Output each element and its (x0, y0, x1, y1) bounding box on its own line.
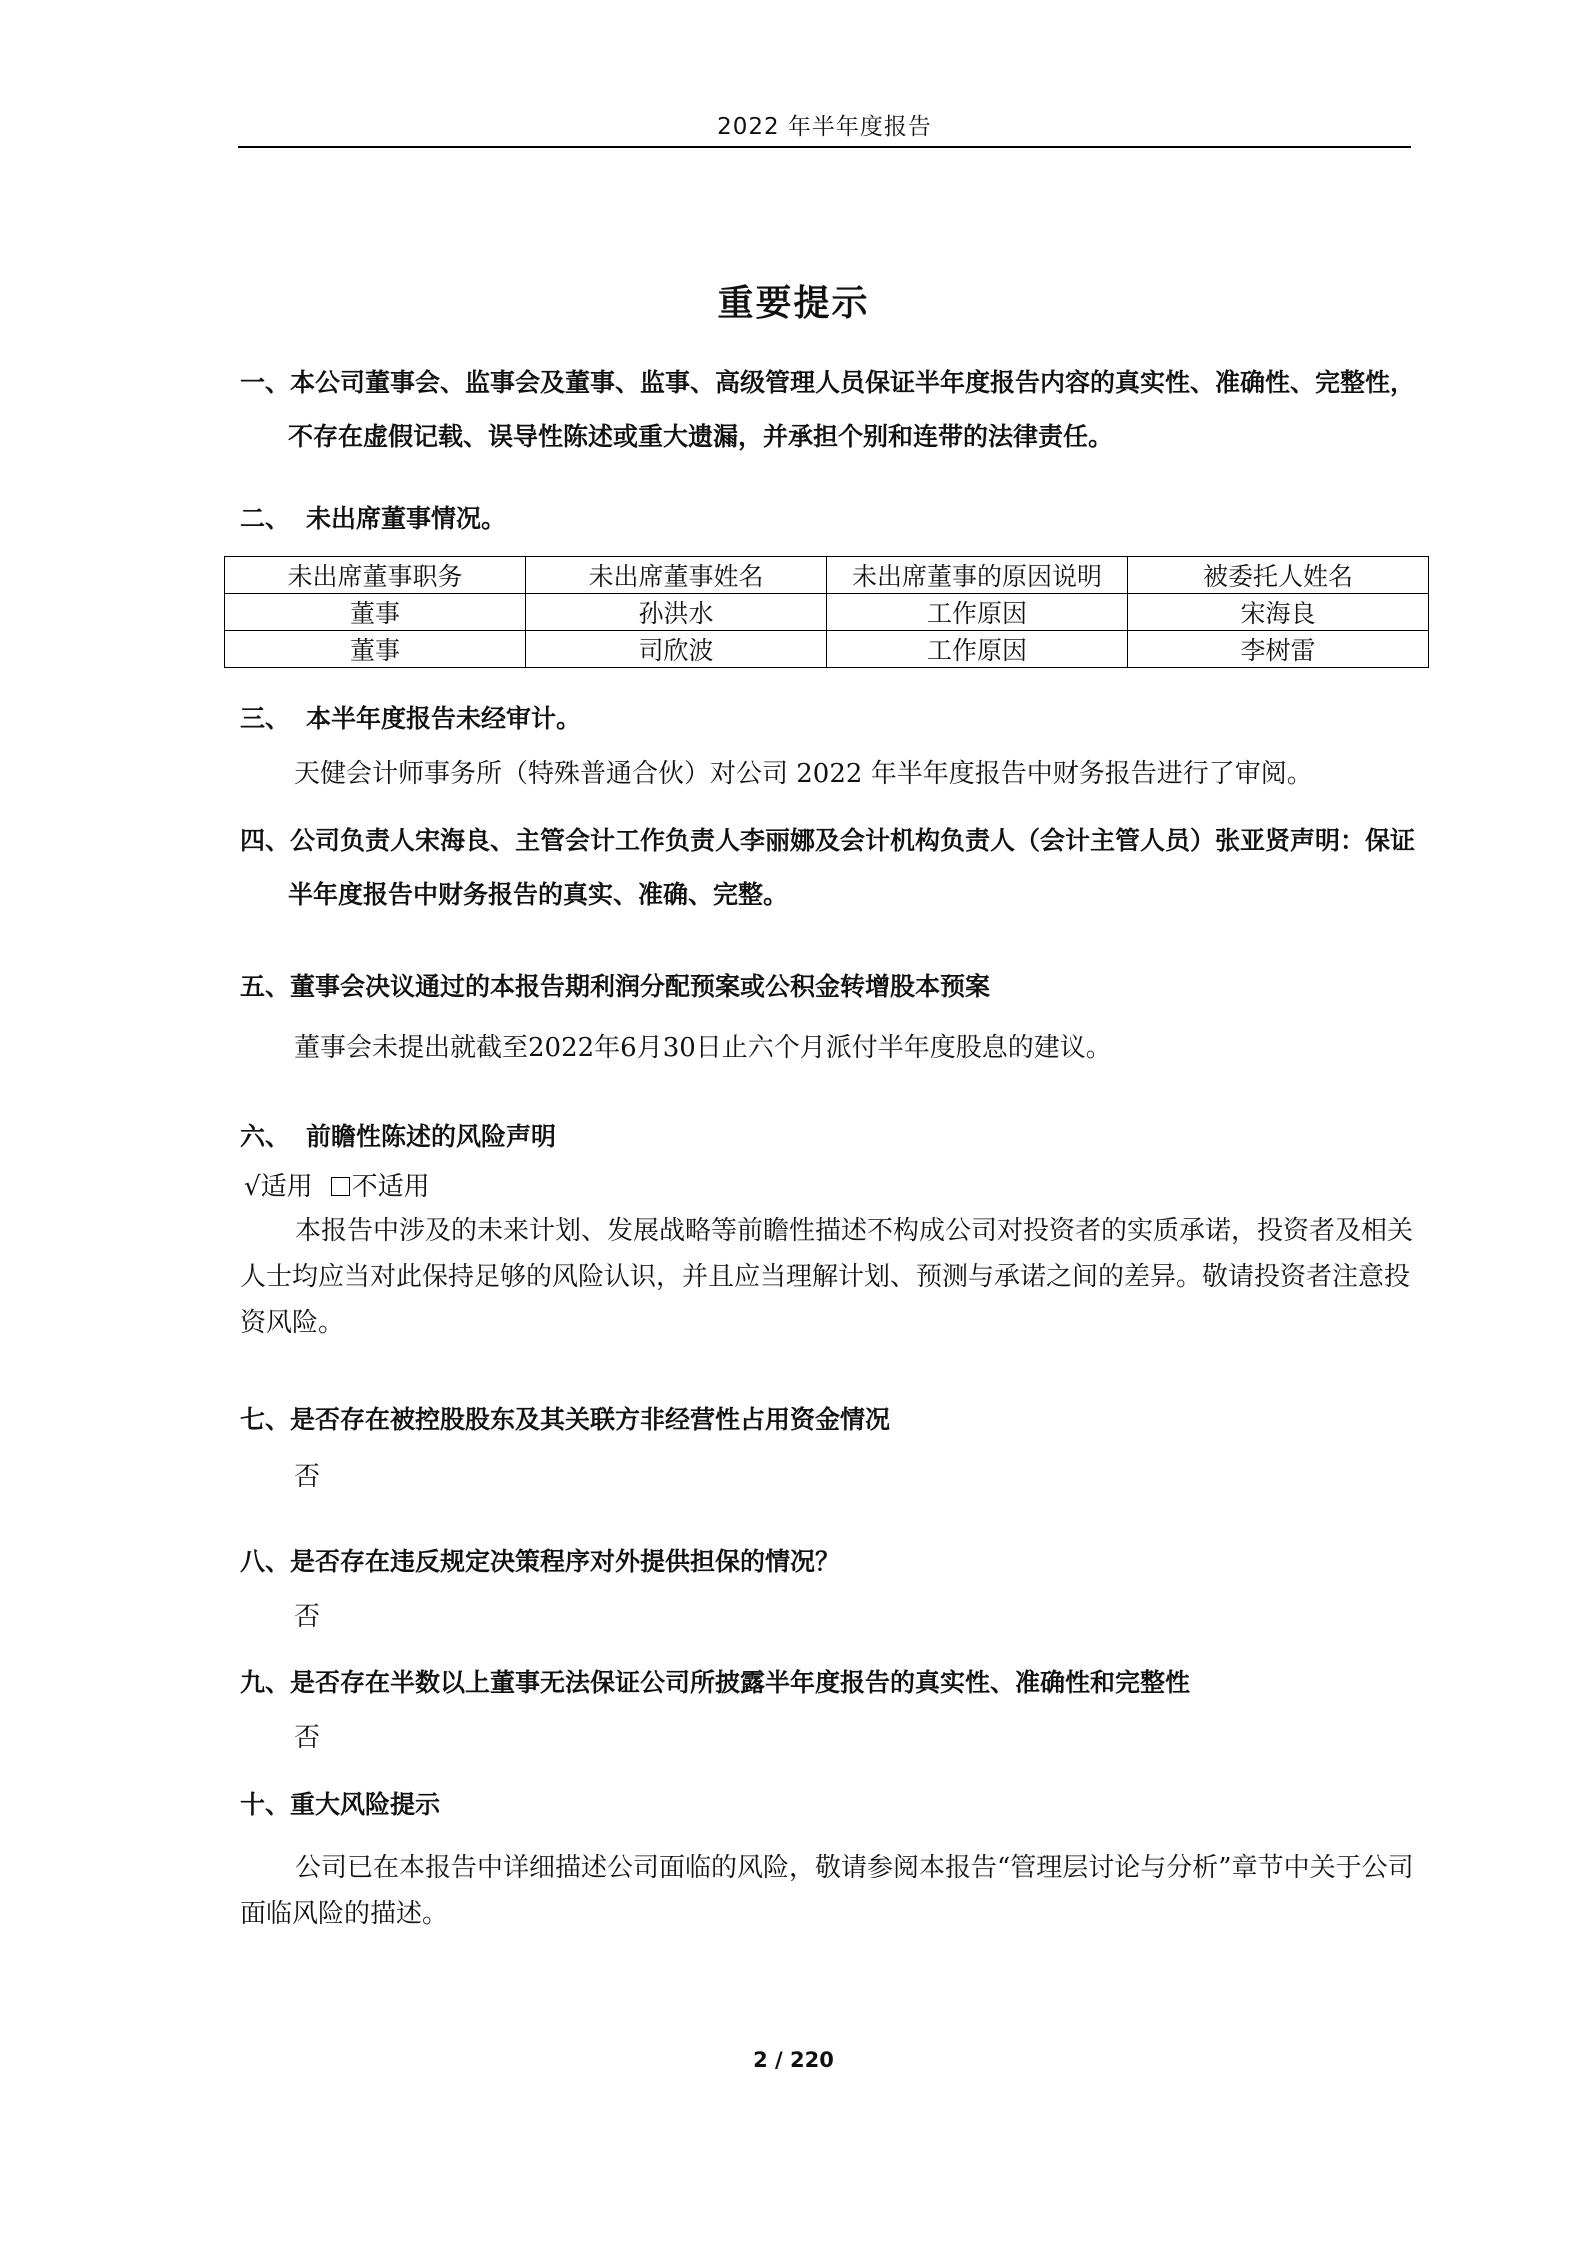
table-cell: 董事 (225, 631, 526, 668)
section-1-heading: 一、本公司董事会、监事会及董事、监事、高级管理人员保证半年度报告内容的真实性、准确性、完整性，不存在虚假记载、误导性陈述或重大遗漏，并承担个别和连带的法律责任。 (240, 368, 1416, 451)
table-header-row (225, 557, 1429, 594)
table-row (225, 594, 1429, 631)
table-row (225, 631, 1429, 668)
table-header-cell: 未出席董事职务 (225, 557, 526, 594)
table-header-cell: 被委托人姓名 (1128, 557, 1429, 594)
applicability-options (244, 1167, 430, 1207)
table-cell: 司欣波 (526, 631, 827, 668)
table-cell: 宋海良 (1128, 594, 1429, 631)
checkbox-empty-icon (331, 1177, 350, 1196)
section-4-heading: 四、公司负责人宋海良、主管会计工作负责人李丽娜及会计机构负责人（会计主管人员）张亚贤声明：保证半年度报告中财务报告的真实、准确、完整。 (240, 826, 1416, 909)
page-title: 重要提示 (717, 283, 870, 324)
section-8-heading: 八、是否存在违反规定决策程序对外提供担保的情况？ (240, 1547, 841, 1576)
section-5-heading: 五、董事会决议通过的本报告期利润分配预案或公积金转增股本预案 (240, 972, 991, 1001)
applicable-checked-option: √适用 (244, 1172, 313, 1202)
section-10-body: 公司已在本报告中详细描述公司面临的风险，敬请参阅本报告“管理层讨论与分析”章节中关于公司面临风险的描述。 (240, 1853, 1414, 1929)
table-cell: 董事 (225, 594, 526, 631)
page-number: 2 / 220 (753, 2048, 834, 2072)
section-9-answer: 否 (294, 1723, 321, 1753)
section-2-heading (240, 492, 1415, 546)
section-3-title: 本半年度报告未经审计。 (306, 704, 582, 733)
section-6-body: 本报告中涉及的未来计划、发展战略等前瞻性描述不构成公司对投资者的实质承诺，投资者及相关人士均应当对此保持足够的风险认识，并且应当理解计划、预测与承诺之间的差异。敬请投资者注意投资风险。 (240, 1216, 1414, 1338)
section-9-heading: 九、是否存在半数以上董事无法保证公司所披露半年度报告的真实性、准确性和完整性 (240, 1668, 1191, 1697)
section-2-number: 二、 (240, 504, 291, 533)
table-cell: 孙洪水 (526, 594, 827, 631)
table-cell: 工作原因 (827, 594, 1128, 631)
section-7-heading: 七、是否存在被控股股东及其关联方非经营性占用资金情况 (240, 1405, 891, 1434)
table-header-cell: 未出席董事姓名 (526, 557, 827, 594)
table-cell: 工作原因 (827, 631, 1128, 668)
not-applicable-option: 不适用 (351, 1172, 430, 1202)
section-7-answer: 否 (294, 1462, 321, 1492)
table-cell: 李树雷 (1128, 631, 1429, 668)
absent-directors-table (224, 556, 1429, 668)
section-8-answer: 否 (294, 1602, 321, 1632)
section-3-number: 三、 (240, 704, 291, 733)
section-2-title: 未出席董事情况。 (306, 504, 507, 533)
section-10-heading: 十、重大风险提示 (240, 1790, 441, 1819)
header-rule (238, 146, 1411, 148)
running-header: 2022 年半年度报告 (717, 114, 932, 140)
section-3-heading (240, 692, 1415, 746)
section-3-body: 天健会计师事务所（特殊普通合伙）对公司 2022 年半年度报告中财务报告进行了审阅。 (294, 759, 1313, 789)
table-header-cell: 未出席董事的原因说明 (827, 557, 1128, 594)
section-6-number: 六、 (240, 1122, 291, 1151)
section-6-heading (240, 1110, 1415, 1164)
section-6-title: 前瞻性陈述的风险声明 (306, 1122, 557, 1151)
section-5-body: 董事会未提出就截至2022年6月30日止六个月派付半年度股息的建议。 (294, 1033, 1112, 1063)
